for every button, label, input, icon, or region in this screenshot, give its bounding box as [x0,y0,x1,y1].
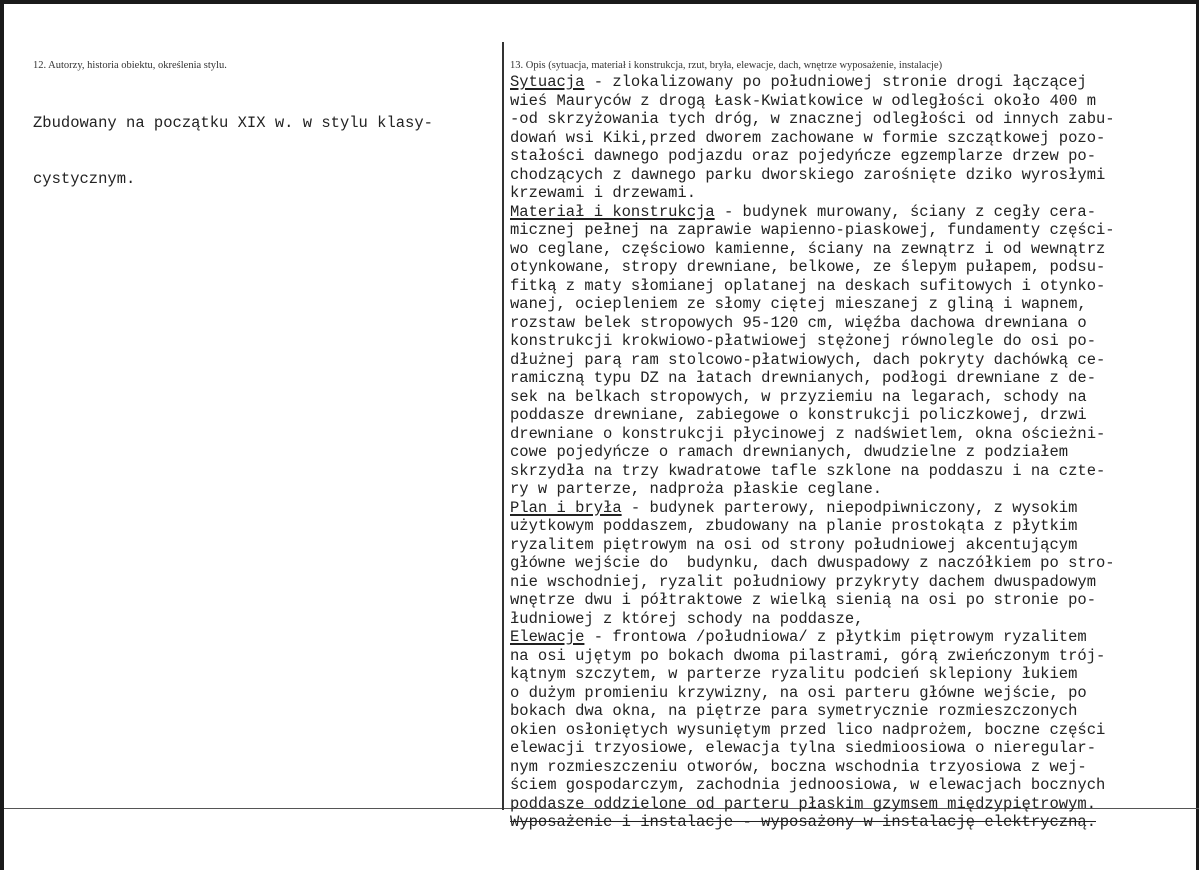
line-text: na osi ujętym po bokach dwoma pilastrami, górą zwieńczonym trój- [510,646,1106,665]
line-text: główne wejście do budynku, dach dwuspadowy z naczółkiem po stro- [510,554,1115,572]
line-text: chodzących z dawnego parku dworskiego zarośnięte dziko wyrosłymi [510,165,1106,184]
line-text: nym rozmieszczeniu otworów, boczna wschodnia trzyosiowa z wej- [510,757,1087,776]
section-13-line [510,147,1190,166]
line-text: stałości dawnego podjazdu oraz pojedyńcze egzemplarze drzew po- [510,147,1096,165]
line-text: fitką z maty słomianej oplatanej na deskach sufitowych i otynko- [510,276,1106,295]
section-13-line [510,295,1190,314]
section-13-line [510,351,1190,370]
line-text: poddasze oddzielone od parteru płaskim gzymsem międzypiętrowym. [510,794,1096,813]
line-text: ryzalitem piętrowym na osi od strony południowej akcentującym [510,535,1078,554]
section-13-line [510,758,1190,777]
section-13-line [510,258,1190,277]
line-text: kątnym szczytem, w parterze ryzalitu podcień sklepiony łukiem [510,665,1078,683]
section-13-line [510,388,1190,407]
subsection-heading: Sytuacja [510,73,585,91]
section-13-line [510,406,1190,425]
subsection-heading: Plan i bryła [510,498,622,517]
line-text: wo ceglane, częściowo kamienne, ściany na zewnątrz i od wewnątrz [510,239,1106,258]
section-13-line [510,110,1190,129]
section-13-line [510,628,1190,647]
line-text: wnętrze dwu i półtraktowe z wielką sienią na osi po stronie po- [510,591,1096,609]
section-13-line [510,647,1190,666]
line-text: rozstaw belek stropowych 95-120 cm, więźba dachowa drewniana o [510,313,1087,332]
section-13-line [510,203,1190,222]
line-text: ściem gospodarczym, zachodnia jednoosiowa, w elewacjach bocznych [510,776,1106,794]
section-13-line [510,665,1190,684]
line-text: łudniowej z której schody na poddasze, [510,609,864,628]
line-text: cowe pojedyńcze o ramach drewnianych, dwudzielne z podziałem [510,443,1069,461]
section-13-line [510,277,1190,296]
line-text: drewniane o konstrukcji płycinowej z nadświetlem, okna ościeżni- [510,424,1106,443]
section-13-line [510,425,1190,444]
section-12-header: 12. Autorzy, historia obiektu, określenia stylu. [33,60,227,71]
page-top-border [0,0,1199,4]
section-13-line [510,221,1190,240]
line-text: elewacji trzyosiowe, elewacja tylna siedmioosiowa o nieregular- [510,739,1096,757]
line-text: - zlokalizowany po południowej stronie drogi łączącej [584,73,1087,91]
section-13-line [510,332,1190,351]
section-13-line [510,314,1190,333]
line-text: wieś Mauryców z drogą Łask-Kwiatkowice w odległości około 400 m [510,91,1096,110]
line-text: ry w parterze, nadproża płaskie ceglane. [510,480,883,498]
line-text: poddasze drewniane, zabiegowe o konstrukcji policzkowej, drzwi [510,406,1087,424]
section-13-line [510,721,1190,740]
section-13-line [510,369,1190,388]
section-13-line [510,499,1190,518]
section-13-line [510,92,1190,111]
line-text: wanej, ociepleniem ze słomy ciętej mieszanej z gliną i wapnem, [510,295,1087,313]
section-13-line [510,480,1190,499]
section-13-header: 13. Opis (sytuacja, materiał i konstrukcja, rzut, bryła, elewacje, dach, wnętrze wyposażenie, instalacje) [510,60,943,71]
subsection-heading: Materiał i konstrukcja [510,202,715,221]
section-13-line [510,813,1190,832]
section-13-line [510,776,1190,795]
section-12-text [33,77,488,207]
section-13-text [510,73,1190,832]
section-13-line [510,166,1190,185]
line-text: micznej pełnej na zaprawie wapienno-piaskowej, fundamenty części- [510,221,1115,239]
column-divider [502,42,504,810]
section-12-line: cystycznym. [33,169,136,188]
line-text: -od skrzyżowania tych dróg, w znacznej odległości od innych zabu- [510,110,1115,128]
line-text: użytkowym poddaszem, zbudowany na planie prostokąta z płytkim [510,517,1078,535]
line-text: - budynek parterowy, niepodpiwniczony, z wysokim [621,498,1078,517]
section-13-line [510,184,1190,203]
section-13-line [510,684,1190,703]
line-text: krzewami i drzewami. [510,184,697,202]
section-13-line [510,702,1190,721]
line-text: okien osłoniętych wysuniętym przed lico nadprożem, boczne części [510,720,1106,739]
section-13-line [510,795,1190,814]
line-text: nie wschodniej, ryzalit południowy przykryty dachem dwuspadowym [510,572,1096,591]
line-text: o dużym promieniu krzywizny, na osi parteru główne wejście, po [510,683,1087,702]
line-text: sek na belkach stropowych, w przyziemiu na legarach, schody na [510,387,1087,406]
page-left-border [0,0,4,870]
section-13-line [510,573,1190,592]
line-text: - frontowa /południowa/ z płytkim piętrowym ryzalitem [584,628,1087,646]
line-text: Wyposażenie i instalacje - wyposażony w instalację elektryczną. [510,813,1096,831]
line-text: dłużnej parą ram stolcowo-płatwiowych, dach pokryty dachówką ce- [510,350,1106,369]
line-text: dowań wsi Kiki,przed dworem zachowane w formie szczątkowej pozo- [510,128,1106,147]
section-13-line [510,739,1190,758]
line-text: skrzydła na trzy kwadratowe tafle szklone na poddaszu i na czte- [510,461,1106,480]
section-13-line [510,240,1190,259]
section-12-line: Zbudowany na początku XIX w. w stylu klasy- [33,114,433,132]
section-13-line [510,129,1190,148]
section-13-line [510,517,1190,536]
line-text: ramiczną typu DZ na łatach drewnianych, podłogi drewniane z de- [510,369,1096,387]
section-13-line [510,73,1190,92]
line-text: konstrukcji krokwiowo-płatwiowej stężonej równolegle do osi po- [510,332,1096,350]
line-text: - budynek murowany, ściany z cegły cera- [714,202,1097,221]
subsection-heading: Elewacje [510,628,585,646]
section-13-line [510,591,1190,610]
section-13-line [510,462,1190,481]
section-13-line [510,536,1190,555]
section-13-line [510,443,1190,462]
section-13-line [510,610,1190,629]
section-13-line [510,554,1190,573]
line-text: bokach dwa okna, na piętrze para symetrycznie rozmieszczonych [510,702,1078,720]
line-text: otynkowane, stropy drewniane, belkowe, ze ślepym pułapem, podsu- [510,258,1106,276]
